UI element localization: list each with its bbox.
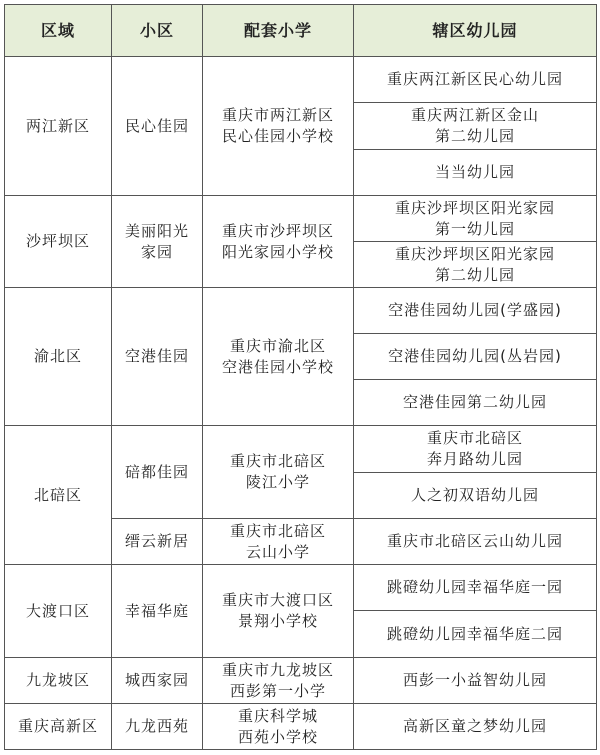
kindergarten-line: 奔月路幼儿园 — [426, 450, 523, 468]
school-line: 西彭第一小学 — [229, 681, 326, 700]
kindergarten-line: 重庆市北碚区云山幼儿园 — [386, 532, 563, 550]
kindergarten-line: 跳磴幼儿园幸福华庭二园 — [386, 624, 563, 643]
kindergarten-cell — [354, 57, 597, 103]
district-cell: 重庆高新区 — [5, 704, 112, 750]
header-school: 配套小学 — [203, 5, 354, 57]
kindergarten-cell — [354, 565, 597, 611]
school-line: 重庆市九龙坡区 — [221, 660, 334, 679]
kindergarten-line: 人之初双语幼儿园 — [410, 486, 539, 504]
school-line: 景翔小学校 — [237, 612, 318, 630]
school-line: 陵江小学 — [245, 473, 310, 491]
table-row — [5, 426, 597, 473]
school-cell — [203, 196, 354, 288]
district-cell: 九龙坡区 — [5, 658, 112, 704]
school-cell — [203, 426, 354, 519]
community-cell: 九龙西苑 — [112, 704, 203, 750]
kindergarten-line: 重庆两江新区金山 — [410, 106, 539, 124]
community-cell: 碚都佳园 — [112, 426, 203, 519]
school-line: 重庆市沙坪坝区 — [221, 221, 334, 240]
district-cell: 沙坪坝区 — [5, 196, 112, 288]
table-row — [5, 658, 597, 704]
table-row — [5, 704, 597, 750]
school-line: 重庆科学城 — [237, 706, 318, 725]
school-district-table — [4, 4, 597, 750]
kindergarten-cell — [354, 426, 597, 473]
community-cell: 民心佳园 — [112, 57, 203, 196]
kindergarten-line: 空港佳园第二幼儿园 — [402, 393, 547, 411]
kindergarten-line: 空港佳园幼儿园(丛岩园) — [388, 347, 562, 365]
kindergarten-cell — [354, 380, 597, 426]
school-line: 重庆市北碚区 — [229, 521, 326, 540]
district-cell: 北碚区 — [5, 426, 112, 565]
kindergarten-cell — [354, 103, 597, 150]
district-cell: 渝北区 — [5, 288, 112, 426]
kindergarten-line: 空港佳园幼儿园(学盛园) — [388, 301, 562, 319]
kindergarten-cell — [354, 658, 597, 704]
school-line: 重庆市北碚区 — [229, 452, 326, 470]
district-cell: 两江新区 — [5, 57, 112, 196]
kindergarten-line: 跳磴幼儿园幸福华庭一园 — [386, 578, 563, 596]
table-row — [5, 196, 597, 242]
kindergarten-line: 第二幼儿园 — [434, 265, 515, 284]
kindergarten-cell — [354, 704, 597, 750]
community-line: 家园 — [140, 242, 173, 261]
community-cell: 缙云新居 — [112, 519, 203, 565]
kindergarten-cell — [354, 288, 597, 334]
kindergarten-line: 第一幼儿园 — [434, 219, 515, 238]
kindergarten-cell — [354, 334, 597, 380]
school-line: 空港佳园小学校 — [221, 357, 334, 376]
header-row — [5, 5, 597, 57]
kindergarten-cell — [354, 611, 597, 658]
kindergarten-line: 重庆沙坪坝区阳光家园 — [394, 244, 555, 263]
school-line: 民心佳园小学校 — [221, 127, 334, 145]
header-district: 区域 — [5, 5, 112, 57]
kindergarten-line: 重庆市北碚区 — [426, 429, 523, 447]
school-line: 云山小学 — [245, 542, 310, 561]
header-community: 小区 — [112, 5, 203, 57]
school-line: 重庆市两江新区 — [221, 106, 334, 124]
community-cell: 空港佳园 — [112, 288, 203, 426]
school-line: 阳光家园小学校 — [221, 242, 334, 261]
table-row — [5, 565, 597, 611]
community-line: 美丽阳光 — [124, 221, 189, 240]
kindergarten-line: 重庆两江新区民心幼儿园 — [386, 70, 563, 88]
school-line: 重庆市渝北区 — [229, 336, 326, 355]
school-cell — [203, 658, 354, 704]
table-row — [5, 288, 597, 334]
school-line: 重庆市大渡口区 — [221, 591, 334, 609]
kindergarten-line: 当当幼儿园 — [434, 163, 515, 181]
kindergarten-cell — [354, 242, 597, 288]
table-row — [5, 57, 597, 103]
community-cell — [112, 196, 203, 288]
district-cell: 大渡口区 — [5, 565, 112, 658]
school-line: 西苑小学校 — [237, 727, 318, 746]
school-cell — [203, 288, 354, 426]
school-cell — [203, 57, 354, 196]
kindergarten-line: 西彭一小益智幼儿园 — [402, 671, 547, 689]
school-cell — [203, 565, 354, 658]
kindergarten-line: 高新区童之梦幼儿园 — [402, 717, 547, 735]
header-kindergarten: 辖区幼儿园 — [354, 5, 597, 57]
school-cell — [203, 519, 354, 565]
kindergarten-line: 第二幼儿园 — [434, 127, 515, 145]
table-container — [4, 4, 597, 750]
kindergarten-cell — [354, 150, 597, 196]
school-cell — [203, 704, 354, 750]
kindergarten-cell — [354, 519, 597, 565]
kindergarten-cell — [354, 473, 597, 519]
community-cell: 幸福华庭 — [112, 565, 203, 658]
kindergarten-line: 重庆沙坪坝区阳光家园 — [394, 198, 555, 217]
kindergarten-cell — [354, 196, 597, 242]
community-cell: 城西家园 — [112, 658, 203, 704]
